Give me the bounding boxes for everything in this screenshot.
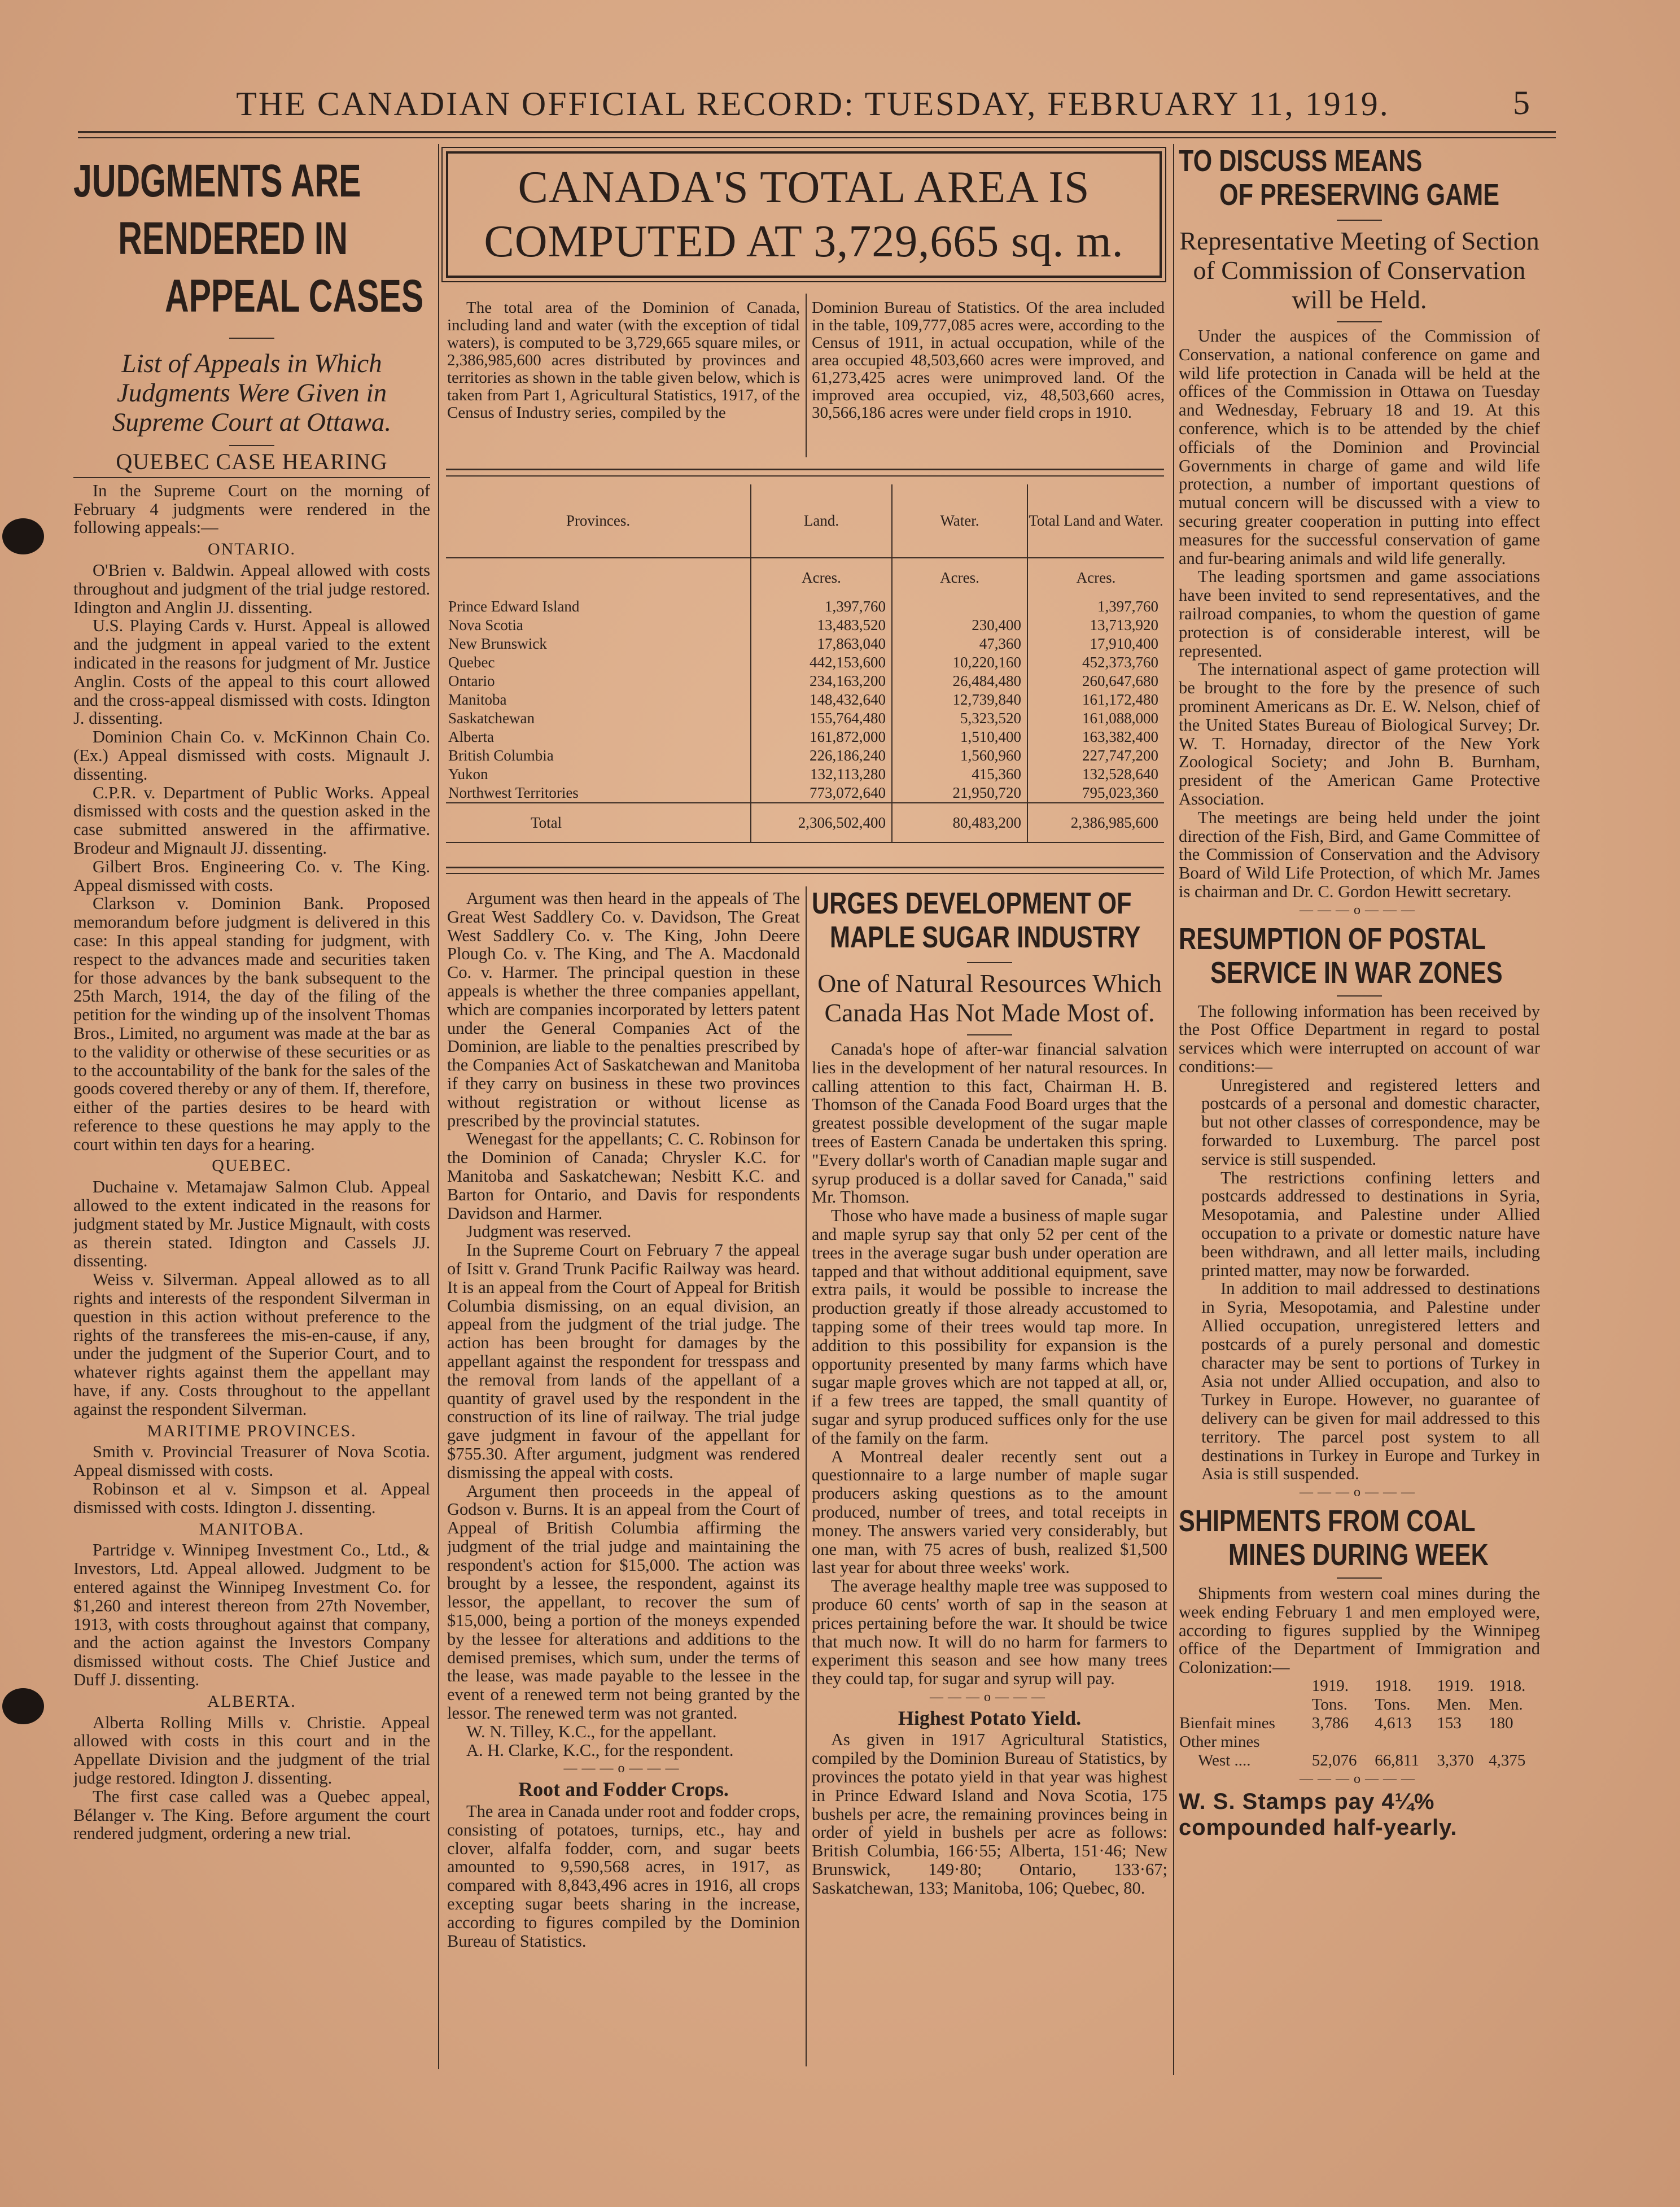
judgments-subhead: List of Appeals in Which Judgments Were Given in Supreme Court at Ottawa. <box>112 349 392 437</box>
divider <box>1337 1577 1382 1579</box>
divider <box>1337 220 1382 221</box>
area-value: 260,647,680 <box>1027 672 1164 690</box>
area-value: 17,910,400 <box>1027 635 1164 653</box>
manitoba-heading: MANITOBA. <box>199 1519 305 1539</box>
paragraph: A Montreal dealer recently sent out a questionnaire to a large number of maple sugar producers asking questions as to the amount produced, number of trees, and total receipts in money. The answers varied very considerably, but one man, with 75 acres of bush, realized $1,500 last year for about three weeks' work. <box>812 1446 1167 1577</box>
area-value: 1,397,760 <box>751 597 892 616</box>
ornament: ———o——— <box>1300 902 1419 917</box>
quebec-case-hearing-title: QUEBEC CASE HEARING <box>116 449 388 474</box>
area-value: 1,397,760 <box>1027 597 1164 616</box>
paragraph: O'Brien v. Baldwin. Appeal allowed with costs throughout and judgment of the trial judge restored. Idington and Anglin JJ. dissenting. <box>73 560 430 617</box>
area-value: 163,382,400 <box>1027 728 1164 746</box>
alberta-heading: ALBERTA. <box>207 1692 296 1711</box>
intro-paragraph: In the Supreme Court on the morning of February 4 judgments were rendered in the following appeals:— <box>73 480 430 537</box>
col-header-total: Total Land and Water. <box>1027 484 1164 558</box>
table-row <box>446 690 1164 709</box>
table-row <box>446 728 1164 746</box>
province-name: Northwest Territories <box>448 784 579 801</box>
table-row <box>446 597 1164 616</box>
province-name: Prince Edward Island <box>448 598 580 615</box>
divider <box>1337 995 1382 997</box>
paragraph: Under the auspices of the Commission of Conservation, a national conference on game and wild life protection in Canada will be held at the offices of the Commission in Ottawa on Tuesday and Wednesday, February 18 and 19. At this conference, which is to be attended by the chief officials of the Dominion and Provincial Governments in charge of game and wild life protection, a number of important questions of mutual concern will be discussed with a view to securing greater cooperation in putting into effect measures for the successful conservation of game and fur-bearing animals and wild life generally. <box>1179 326 1540 568</box>
province-name: Saskatchewan <box>448 710 535 727</box>
page-header-title: THE CANADIAN OFFICIAL RECORD: TUESDAY, FEBRUARY 11, 1919. <box>236 85 1390 123</box>
column-rule <box>806 294 807 457</box>
paragraph: W. N. Tilley, K.C., for the appellant. <box>466 1721 717 1741</box>
unit-label: Acres. <box>751 558 892 597</box>
area-value <box>892 597 1027 616</box>
area-intro-left: The total area of the Dominion of Canada, including land and water (with the exception of tidal waters), is computed to be 3,729,665 square miles, or 2,386,985,600 acres distributed by provinces and territories as shown in the table given below, which is taken from Part 1, Agricultural Statistics, 1917, of the Census of Industry series, compiled by the <box>447 299 800 422</box>
table-row <box>446 784 1164 803</box>
col-header-water: Water. <box>892 484 1027 558</box>
province-name: British Columbia <box>448 747 554 764</box>
paragraph: In the Supreme Court on February 7 the appeal of Isitt v. Grand Trunk Pacific Railway was heard. It is an appeal from the Court of Appeal for British Columbia dismissing, on an equal division, an appeal from the judgment of the trial judge. The action has been brought for damages by the appellant against the respondent for tresspass and the removal from lands of the appellant of a quantity of gravel used by the respondent in the construction of its line of railway. The trial judge gave judgment in favour of the appellant for $755.30. After argument, judgment was rendered dismissing the appeal with costs. <box>447 1240 800 1482</box>
area-value: 26,484,480 <box>892 672 1027 690</box>
col-header-land: Land. <box>751 484 892 558</box>
binding-hole <box>2 518 44 554</box>
area-value: 161,172,480 <box>1027 690 1164 709</box>
area-table <box>446 484 1164 843</box>
paragraph: The international aspect of game protection will be brought to the fore by the presence of such prominent Americans as Dr. E. W. Nelson, chief of the United States Bureau of Biological Survey; Dr. W. T. Hornaday, director of the New York Zoological Society; and John B. Burnham, president of the American Game Protective Association. <box>1179 659 1540 808</box>
province-name: Manitoba <box>448 691 507 708</box>
paragraph: U.S. Playing Cards v. Hurst. Appeal is allowed and the judgment in appeal varied to the extent indicated in the reasons for judgment of Mr. Justice Anglin. Costs of the appeal to this court allowed and the cross-appeal dismissed with costs. Idington J. dissenting. <box>73 616 430 728</box>
unit-label: Acres. <box>892 558 1027 597</box>
column-appeals-continued <box>447 889 800 2052</box>
table-row <box>446 616 1164 635</box>
header-rule <box>78 131 1556 133</box>
col-header-provinces: Provinces. <box>566 512 631 529</box>
province-name: New Brunswick <box>448 635 547 652</box>
table-rule <box>446 469 1164 470</box>
area-value: 226,186,240 <box>751 746 892 765</box>
divider <box>229 445 274 446</box>
war-stamps-notice: W. S. Stamps pay 4¼% compounded half-yearly. <box>1179 1789 1458 1840</box>
paragraph: Argument was then heard in the appeals of The Great West Saddlery Co. v. Davidson, The Great West Saddlery Co. v. The King, John Deere Plough Co. v. The King, and The A. Macdonald Co. v. Harmer. The principal question in these appeals is whether the three companies appellant, which are companies incorporated by letters patent under the General Companies Act of the Dominion, are liable to the penalties prescribed by the Companies Act of Saskatchewan and Manitoba if they carry on business in these two provinces without registration or without license as prescribed by the provincial statutes. <box>447 889 800 1130</box>
paragraph: Those who have made a business of maple sugar and maple syrup say that only 52 per cent of the trees in the average sugar bush under operation are tapped and that without additional equipment, save extra pails, it would be possible to increase the production greatly if those already accustomed to tapping some of their trees would tap more. In addition to this possibility for expansion is the opportunity presented by many farms which have sugar maple groves which are not tapped at all, or, if a few trees are tapped, the small quantity of sugar and syrup produced suffices only for the use of the family on the farm. <box>812 1206 1167 1448</box>
column-rule <box>1173 144 1174 2075</box>
maple-deck: One of Natural Resources Which Canada Has Not Made Most of. <box>817 969 1162 1027</box>
game-headline: TO DISCUSS MEANS OF PRESERVING GAME <box>1179 144 1500 212</box>
area-value: 230,400 <box>892 616 1027 635</box>
area-intro-right: Dominion Bureau of Statistics. Of the area included in the table, 109,777,085 acres were, according to the Census of 1911, in actual occupation, while of the area occupied 48,503,660 acres were improved, and 61,273,425 acres were unimproved land. Of the improved area occupied, viz, 48,503,660 acres, 30,566,186 acres were under field crops in 1910. <box>812 299 1165 422</box>
table-row <box>446 709 1164 728</box>
area-value: 161,088,000 <box>1027 709 1164 728</box>
province-name: Nova Scotia <box>448 617 523 633</box>
area-headline: CANADA'S TOTAL AREA IS COMPUTED AT 3,729,665 sq. m. <box>484 163 1124 266</box>
paragraph: Gilbert Bros. Engineering Co. v. The King. Appeal dismissed with costs. <box>73 856 430 895</box>
column-rule <box>438 144 439 2069</box>
area-value: 17,863,040 <box>751 635 892 653</box>
table-row <box>446 765 1164 784</box>
total-label: Total <box>531 814 562 831</box>
total-water: 80,483,200 <box>892 803 1027 842</box>
paragraph: Argument then proceeds in the appeal of Godson v. Burns. It is an appeal from the Court of Appeal of British Columbia affirming the judgment of the trial judge and maintaining the respondent's action for $15,000. The action was brought by a lessee, the respondent, against its lessor, the appellant, to recover the sum of $15,000, being a portion of the moneys expended by the lessee for alterations and additions to the demised premises, which sum, under the terms of the lease, was made payable to the lessee in the event of a renewed term not being granted by the lessor. The renewed term was not granted. <box>447 1481 800 1723</box>
area-value: 442,153,600 <box>751 653 892 672</box>
paragraph: Clarkson v. Dominion Bank. Proposed memorandum before judgment is delivered in this case: In this appeal standing for judgment, with respect to the advances made and securities taken for those advances by the bank subsequent to the 25th March, 1914, the day of the filing of the petition for the winding up of the insolvent Thomas Bros., Limited, no argument was made at the bar as to the validity or otherwise of these securities or as to the accountability of the bank for the sales of the goods covered thereby or any of them. If, therefore, either of the parties desires to be heard with reference to these questions he may apply to the court within ten days for a hearing. <box>73 894 430 1154</box>
divider <box>967 1034 1012 1035</box>
paragraph: Canada's hope of after-war financial salvation lies in the development of her natural resources. In calling attention to this fact, Chairman H. B. Thomson of the Canada Food Board urges that the greatest possible development of the sugar maple trees of Eastern Canada be undertaken this spring. "Every dollar's worth of Canadian maple sugar and syrup produced is a dollar saved for Canada," said Mr. Thomson. <box>812 1039 1167 1207</box>
area-value: 5,323,520 <box>892 709 1027 728</box>
page-number: 5 <box>1513 84 1530 121</box>
unit-label: Acres. <box>1027 558 1164 597</box>
area-value: 1,560,960 <box>892 746 1027 765</box>
area-value: 234,163,200 <box>751 672 892 690</box>
ornament: ———o——— <box>1300 1485 1419 1500</box>
area-value: 795,023,360 <box>1027 784 1164 803</box>
table-row <box>446 672 1164 690</box>
ontario-heading: ONTARIO. <box>207 540 296 559</box>
column-judgments <box>73 152 430 2072</box>
paragraph: Weiss v. Silverman. Appeal allowed as to all rights and interests of the respondent Silverman in question in this action without preference to the rights of the transferees the mis-en-cause, if any, under the judgment of the Superior Court, and to whatever rights against them the appellant may have, if any. Costs throughout to the appellant against the respondent Silverman. <box>73 1270 430 1419</box>
maritime-heading: MARITIME PROVINCES. <box>147 1421 357 1440</box>
table-rule <box>446 873 1164 874</box>
paragraph: As given in 1917 Agricultural Statistics, compiled by the Dominion Bureau of Statistics, by provinces the potato yield in that year was highest in Prince Edward Island and Nova Scotia, 175 bushels per acre, the remaining provinces being in order of yield in bushels per acre as follows: British Columbia, 166·55; Alberta, 151·46; New Brunswick, 149·80; Ontario, 133·67; Saskatchewan, 133; Manitoba, 106; Quebec, 80. <box>812 1730 1167 1898</box>
divider <box>229 338 274 339</box>
paragraph: Partridge v. Winnipeg Investment Co., Ltd., & Investors, Ltd. Appeal allowed. Judgment to be entered against the Winnipeg Investment Co. for $1,260 and interest thereon from 27th November, 1913, with costs throughout against that company, and the action against the Investors Company dismissed without costs. The Chief Justice and Duff J. dissenting. <box>73 1540 430 1689</box>
quebec-heading: QUEBEC. <box>212 1156 292 1175</box>
province-name: Ontario <box>448 672 495 689</box>
total-sum: 2,386,985,600 <box>1027 803 1164 842</box>
paragraph: Robinson et al v. Simpson et al. Appeal dismissed with costs. Idington J. dissenting. <box>73 1479 430 1517</box>
paragraph: Wenegast for the appellants; C. C. Robinson for the Dominion of Canada; Chrysler K.C. for Manitoba and Saskatchewan; Nesbitt K.C. and Barton for Ontario, and Davis for respondents Davidson and Harmer. <box>447 1129 800 1223</box>
area-value: 161,872,000 <box>751 728 892 746</box>
column-maple-sugar <box>812 886 1167 2066</box>
paragraph: The leading sportsmen and game associations have been invited to send representatives, and the railroad companies, to whom the question of game protection is of considerable interest, will be represented. <box>1179 567 1540 661</box>
table-rule <box>446 867 1164 868</box>
province-name: Yukon <box>448 766 488 783</box>
area-value: 13,713,920 <box>1027 616 1164 635</box>
area-value: 10,220,160 <box>892 653 1027 672</box>
area-value: 452,373,760 <box>1027 653 1164 672</box>
column-rule <box>806 886 807 2066</box>
ornament: ———o——— <box>930 1689 1049 1705</box>
province-name: Alberta <box>448 728 494 745</box>
root-crops-heading: Root and Fodder Crops. <box>518 1778 729 1801</box>
area-value: 155,764,480 <box>751 709 892 728</box>
paragraph: The meetings are being held under the joint direction of the Fish, Bird, and Game Committee of the Commission of Conservation and the Advisory Board of Wild Life Protection, of which Mr. James is chairman and Dr. C. Gordon Hewitt secretary. <box>1179 807 1540 901</box>
coal-headline: SHIPMENTS FROM COAL MINES DURING WEEK <box>1179 1504 1489 1572</box>
area-value: 227,747,200 <box>1027 746 1164 765</box>
potato-heading: Highest Potato Yield. <box>898 1706 1082 1729</box>
coal-table: 1919. 1918. 1919. 1918. Tons. Tons. Men. Men. Bienfait mines 3,786 4,613 153 180 Other mines West .... 52,076 66,811 3,370 4,375 <box>1179 1677 1526 1769</box>
area-value: 415,360 <box>892 765 1027 784</box>
paragraph: C.P.R. v. Department of Public Works. Appeal dismissed with costs and the question asked in the case submitted answered in the affirmative. Brodeur and Mignault JJ. dissenting. <box>73 783 430 858</box>
area-headline-box <box>446 151 1162 278</box>
postal-headline: RESUMPTION OF POSTAL SERVICE IN WAR ZONES <box>1179 921 1503 990</box>
postal-items: Unregistered and registered letters and postcards of a personal and domestic character, but not other classes of correspondence, may be forwarded to Luxemburg. The parcel post service is still suspended. The restrictions confining letters and postcards addressed to destinations in Syria, Mesopotamia, and Palestine under Allied occupation to a private or domestic nature have been withdrawn, and all letter mails, including printed matter, may now be forwarded. In addition to mail addressed to destinations in Syria, Mesopotamia, and Palestine under Allied occupation, unregistered letters and postcards of a purely personal and domestic character may be sent to portions of Turkey in Asia not under Allied occupation, and also to Turkey in Europe. However, no guarantee of delivery can be given for mail addressed to this territory. The parcel post system to all destinations in Turkey in Europe and Turkey in Asia is still suspended. <box>1201 1075 1540 1484</box>
divider <box>1337 321 1382 322</box>
ornament: ———o——— <box>563 1761 684 1776</box>
header-rule-thin <box>78 137 1556 138</box>
paragraph: Judgment was reserved. <box>466 1222 632 1242</box>
area-value: 47,360 <box>892 635 1027 653</box>
table-rule <box>446 475 1164 477</box>
paragraph: The first case called was a Quebec appeal, Bélanger v. The King. Before argument the court rendered judgment, ordering a new trial. <box>73 1786 430 1843</box>
area-value: 132,528,640 <box>1027 765 1164 784</box>
paragraph: Dominion Chain Co. v. McKinnon Chain Co. (Ex.) Appeal dismissed with costs. Mignault J. dissenting. <box>73 727 430 784</box>
divider <box>967 962 1012 963</box>
area-value: 148,432,640 <box>751 690 892 709</box>
area-value: 132,113,280 <box>751 765 892 784</box>
paragraph: The area in Canada under root and fodder crops, consisting of potatoes, turnips, etc., hay and clover, alfalfa fodder, corn, and sugar beets amounted to 9,590,568 acres, in 1917, as compared with 8,843,496 acres in 1916, all crops excepting sugar beets sharing in the increase, according to figures compiled by the Dominion Bureau of Statistics. <box>447 1802 800 1951</box>
area-value: 1,510,400 <box>892 728 1027 746</box>
table-row <box>446 653 1164 672</box>
column-game-postal-coal <box>1179 144 1540 2064</box>
area-value: 12,739,840 <box>892 690 1027 709</box>
area-value: 773,072,640 <box>751 784 892 803</box>
paragraph: Alberta Rolling Mills v. Christie. Appeal allowed with costs in this court and in the Appellate Division and the judgment of the trial judge restored. Idington J. dissenting. <box>73 1712 430 1788</box>
paragraph: Duchaine v. Metamajaw Salmon Club. Appeal allowed to the extent indicated in the reasons for judgment stated by Mr. Justice Mignault, with costs as therein stated. Idington and Cassels JJ. dissenting. <box>73 1177 430 1271</box>
ornament: ———o——— <box>1300 1772 1419 1786</box>
game-deck: Representative Meeting of Section of Commission of Conservation will be Held. <box>1179 226 1539 314</box>
paragraph: Shipments from western coal mines during the week ending February 1 and men employed were, according to figures supplied by the Winnipeg office of the Department of Immigration and Colonization:— <box>1179 1584 1540 1677</box>
maple-headline: URGES DEVELOPMENT OF MAPLE SUGAR INDUSTRY <box>812 886 1141 954</box>
paragraph: The following information has been received by the Post Office Department in regard to postal services which were interrupted on account of war conditions:— <box>1179 1001 1540 1076</box>
area-value: 13,483,520 <box>751 616 892 635</box>
judgments-headline: JUDGMENTS ARE RENDERED IN APPEAL CASES <box>73 155 424 322</box>
area-value: 21,950,720 <box>892 784 1027 803</box>
divider <box>73 477 430 478</box>
binding-hole <box>2 1688 44 1724</box>
paragraph: The average healthy maple tree was supposed to produce 60 cents' worth of sap in the season at prices pertaining before the war. It should be twice that much now. It will do no harm for farmers to experiment this season and see how many trees they could tap, for sugar and syrup will pay. <box>812 1576 1167 1689</box>
total-land: 2,306,502,400 <box>751 803 892 842</box>
paragraph: Smith v. Provincial Treasurer of Nova Scotia. Appeal dismissed with costs. <box>73 1442 430 1480</box>
table-row <box>446 746 1164 765</box>
province-name: Quebec <box>448 654 495 671</box>
paragraph: A. H. Clarke, K.C., for the respondent. <box>466 1740 734 1760</box>
table-row <box>446 635 1164 653</box>
